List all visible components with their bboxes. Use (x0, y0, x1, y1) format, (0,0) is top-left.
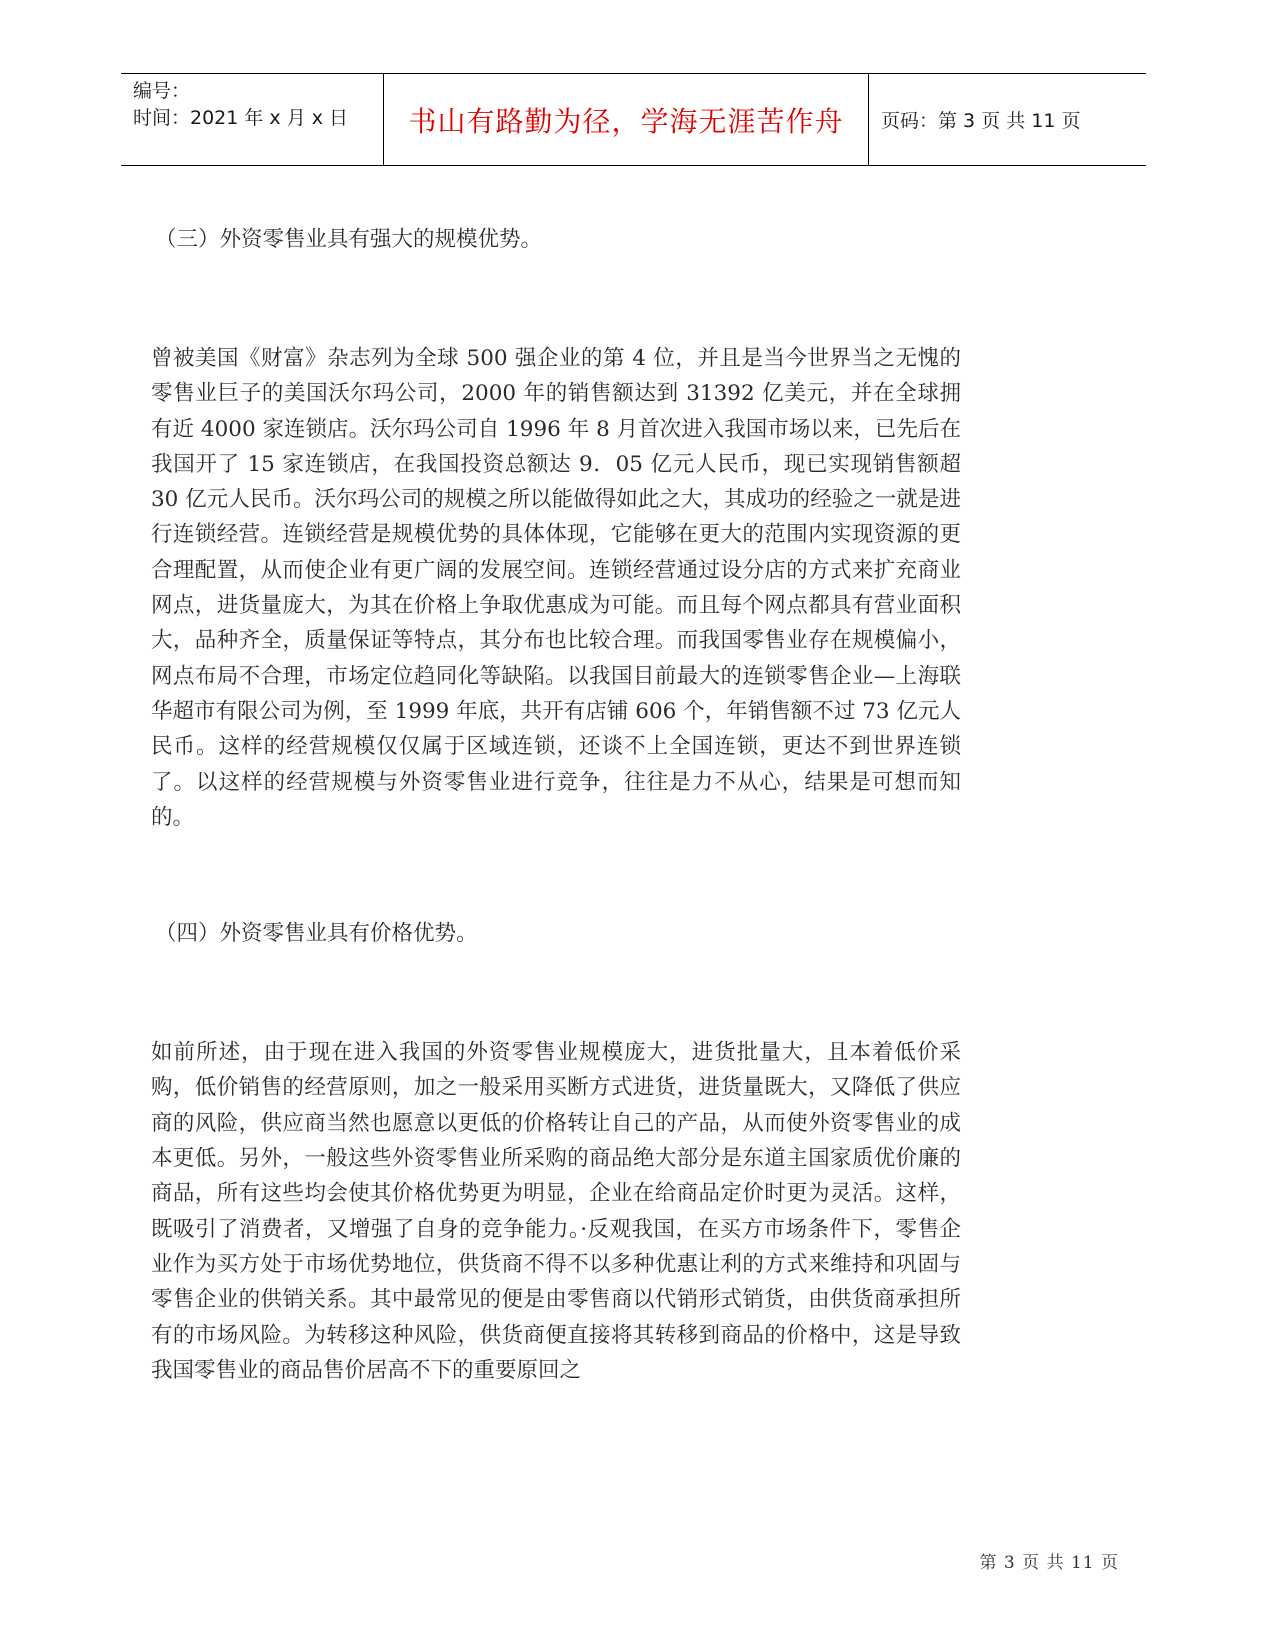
section-paragraph: 如前所述，由于现在进入我国的外资零售业规模庞大，进货批量大，且本着低价采购，低价销售的经营原则，加之一般采用买断方式进货，进货量既大，又降低了供应商的风险，供应商当然也愿意以更低的价格转让自己的产品，从而使外资零售业的成本更低。另外，一般这些外资零售业所采购的商品绝大部分是东道主国家质优价廉的商品，所有这些均会使其价格优势更为明显，企业在给商品定价时更为灵活。这样，既吸引了消费者，又增强了自身的竞争能力。·反观我国，在买方市场条件下，零售企业作为买方处于市场优势地位，供货商不得不以多种优惠让利的方式来维持和巩固与零售企业的供销关系。其中最常见的便是由零售商以代销形式销货，由供货商承担所有的市场风险。为转移这种风险，供货商便直接将其转移到商品的价格中，这是导致我国零售业的商品售价居高不下的重要原回之 (151, 1040, 961, 1383)
header-motto: 书山有路勤为径，学海无涯苦作舟 (383, 74, 869, 165)
document-body (151, 222, 961, 1388)
section-heading: （三）外资零售业具有强大的规模优势。 (155, 227, 543, 252)
header-table (121, 73, 1146, 166)
section-paragraph: 曾被美国《财富》杂志列为全球 500 强企业的第 4 位，并且是当今世界当之无愧的零售业巨子的美国沃尔玛公司，2000 年的销售额达到 31392 亿美元，并在全球拥有近 4000 家连锁店。沃尔玛公司自 1996 年 8 月首次进入我国市场以来，已先后在我国开了 15 家连锁店，在我国投资总额达 9．05 亿元人民币，现已实现销售额超 30 亿元人民币。沃尔玛公司的规模之所以能做得如此之大，其成功的经验之一就是进行连锁经营。连锁经营是规模优势的具体体现，它能够在更大的范围内实现资源的更合理配置，从而使企业有更广阔的发展空间。连锁经营通过设分店的方式来扩充商业网点，进货量庞大，为其在价格上争取优惠成为可能。而且每个网点都具有营业面积大，品种齐全，质量保证等特点，其分布也比较合理。而我国零售业存在规模偏小，网点布局不合理，市场定位趋同化等缺陷。以我国目前最大的连锁零售企业—上海联华超市有限公司为例，至 1999 年底，共开有店铺 606 个，年销售额不过 73 亿元人民币。这样的经营规模仅仅属于区域连锁，还谈不上全国连锁，更达不到世界连锁了。以这样的经营规模与外资零售业进行竞争，往往是力不从心，结果是可想而知的。 (151, 346, 961, 830)
header-page-label: 页码：第 3 页 共 11 页 (881, 110, 1081, 132)
header-left-cell (121, 74, 383, 165)
section-heading: （四）外资零售业具有价格优势。 (155, 921, 478, 947)
time-label: 时间：2021 年 x 月 x 日 (133, 107, 349, 129)
number-label: 编号： (133, 80, 191, 102)
page-footer: 第 3 页 共 11 页 (979, 1553, 1119, 1573)
